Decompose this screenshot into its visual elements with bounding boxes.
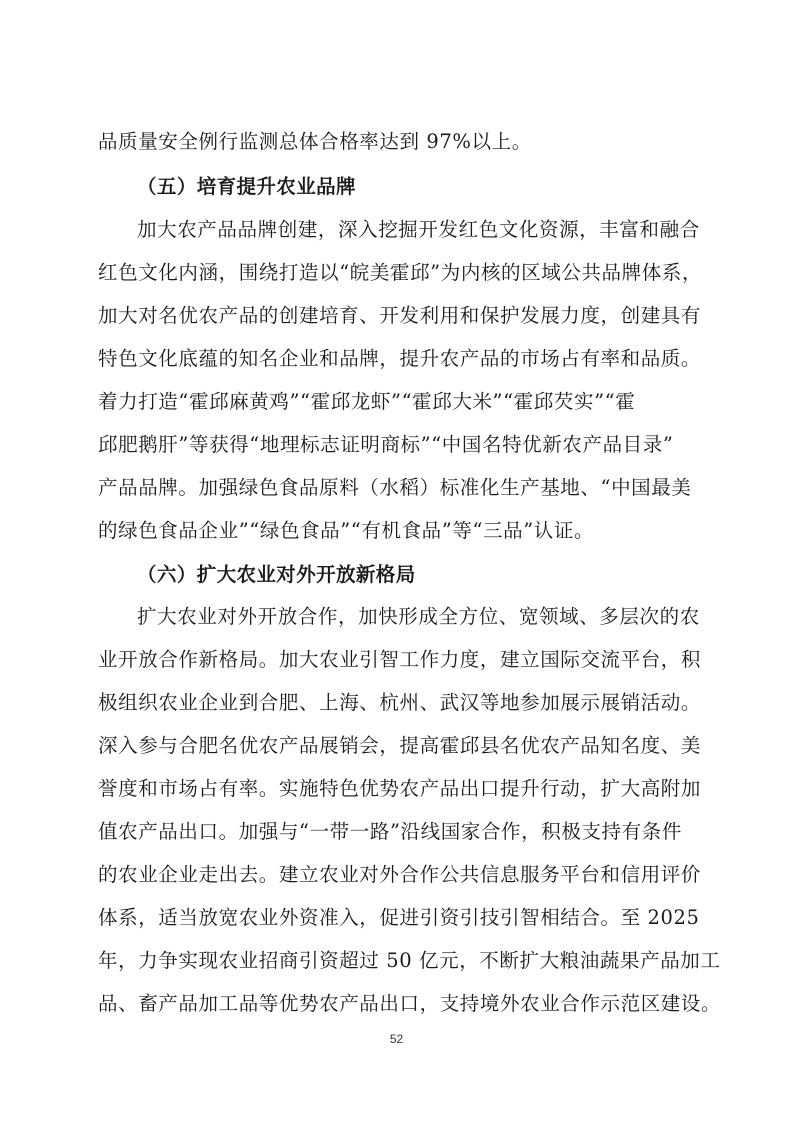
paragraph-line: 誉度和市场占有率。实施特色优势农产品出口提升行动，扩大高附加 xyxy=(98,777,702,800)
paragraph-line: 邱肥鹅肝”等获得“地理标志证明商标”“中国名特优新农产品目录” xyxy=(98,433,674,456)
paragraph-line: 品、畜产品加工品等优势农产品出口，支持境外农业合作示范区建设。 xyxy=(98,992,722,1015)
paragraph-line: 扩大农业对外开放合作，加快形成全方位、宽领域、多层次的农 xyxy=(137,605,700,628)
paragraph-line: 加大对名优农产品的创建培育、开发利用和保护发展力度，创建具有 xyxy=(98,304,702,327)
paragraph-line: 加大农产品品牌创建，深入挖掘开发红色文化资源，丰富和融合 xyxy=(137,218,700,241)
paragraph-line: 深入参与合肥名优农产品展销会，提高霍邱县名优农产品知名度、美 xyxy=(98,734,702,757)
paragraph-line: 年，力争实现农业招商引资超过 50 亿元，不断扩大粮油蔬果产品加工 xyxy=(98,949,721,972)
paragraph-line: 极组织农业企业到合肥、上海、杭州、武汉等地参加展示展销活动。 xyxy=(98,691,702,714)
paragraph-line: 体系，适当放宽农业外资准入，促进引资引技引智相结合。至 2025 xyxy=(98,906,700,929)
paragraph-line: 品质量安全例行监测总体合格率达到 97%以上。 xyxy=(98,130,532,153)
section-heading-6: （六）扩大农业对外开放新格局 xyxy=(137,563,416,586)
paragraph-line: 的绿色食品企业”“绿色食品”“有机食品”等“三品”认证。 xyxy=(98,519,595,542)
section-heading-5: （五）培育提升农业品牌 xyxy=(137,175,356,198)
paragraph-line: 着力打造“霍邱麻黄鸡”“霍邱龙虾”“霍邱大米”“霍邱芡实”“霍 xyxy=(98,390,636,413)
page-number: 52 xyxy=(389,1032,404,1046)
paragraph-line: 产品品牌。加强绿色食品原料（水稻）标准化生产基地、“中国最美 xyxy=(98,476,692,499)
paragraph-line: 业开放合作新格局。加大农业引智工作力度，建立国际交流平台，积 xyxy=(98,648,702,671)
paragraph-line: 的农业企业走出去。建立农业对外合作公共信息服务平台和信用评价 xyxy=(98,863,702,886)
paragraph-line: 值农产品出口。加强与“一带一路”沿线国家合作，积极支持有条件 xyxy=(98,820,682,843)
paragraph-line: 特色文化底蕴的知名企业和品牌，提升农产品的市场占有率和品质。 xyxy=(98,347,702,370)
paragraph-line: 红色文化内涵，围绕打造以“皖美霍邱”为内核的区域公共品牌体系， xyxy=(98,261,703,284)
